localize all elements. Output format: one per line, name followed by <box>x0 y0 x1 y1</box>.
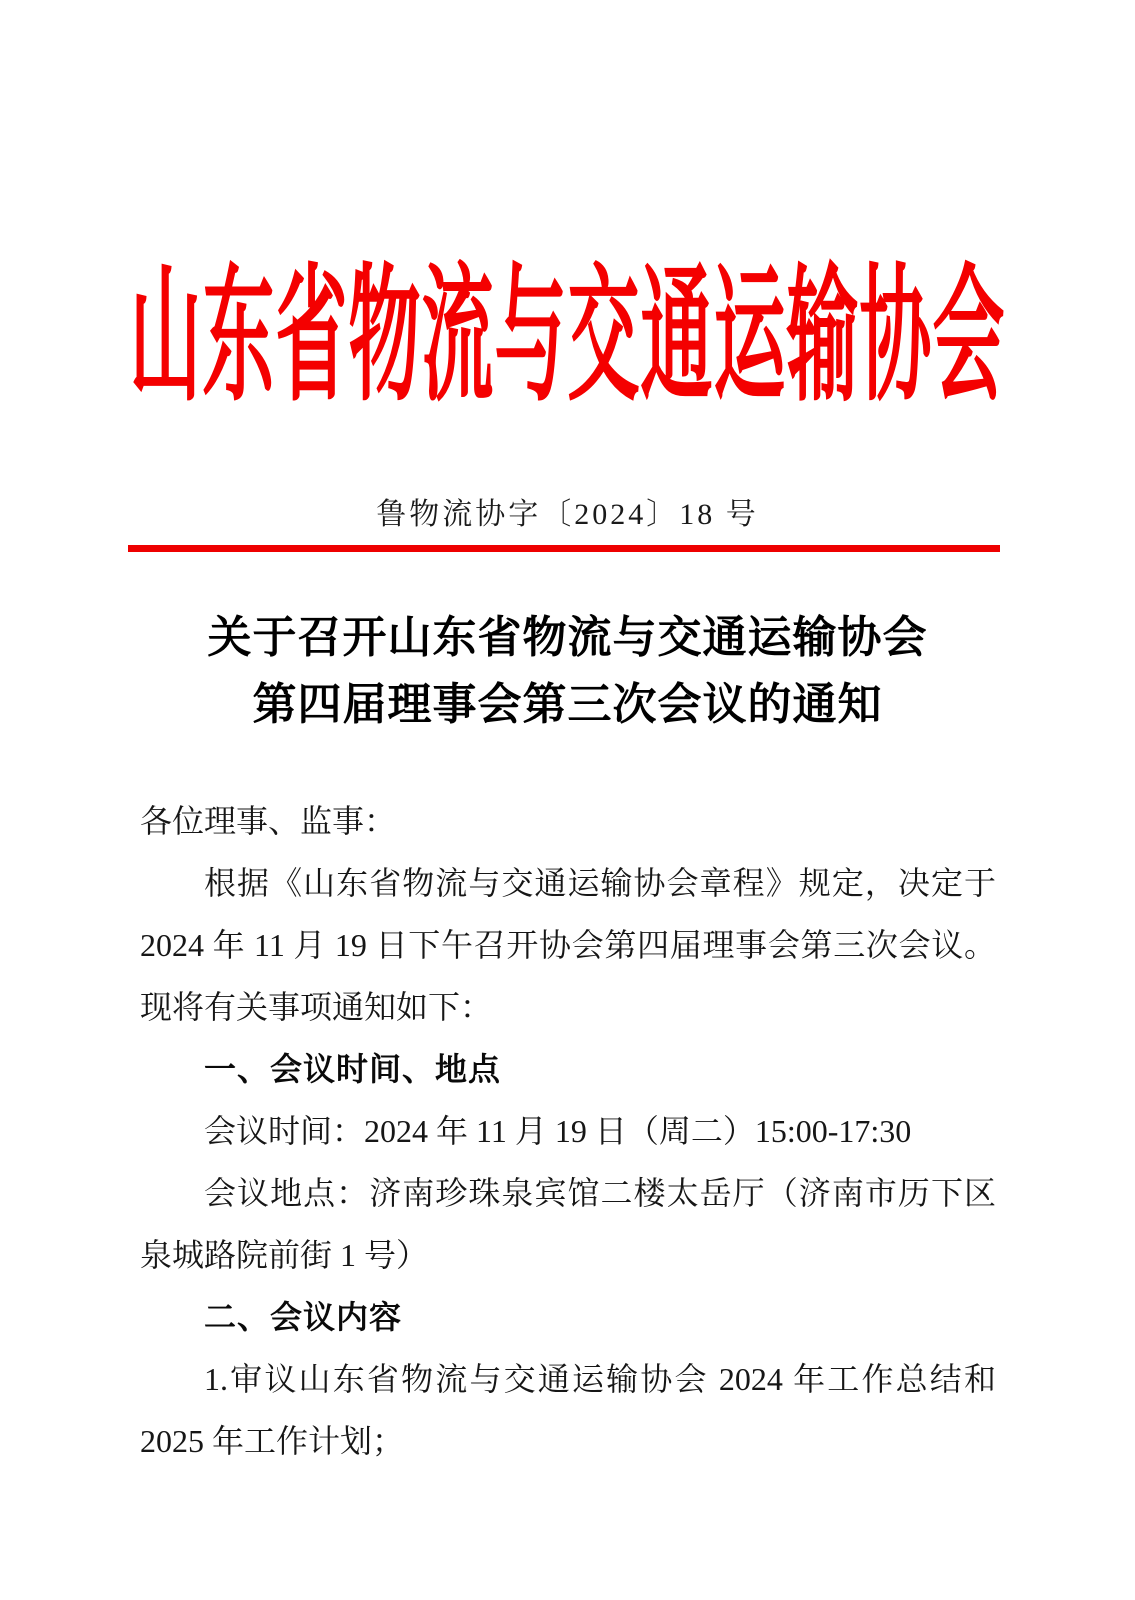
document-title-line1: 关于召开山东省物流与交通运输协会 <box>207 613 928 662</box>
intro-paragraph: 根据《山东省物流与交通运输协会章程》规定，决定于 2024 年 11 月 19 日下午召开协会第四届理事会第三次会议。现将有关事项通知如下： <box>140 865 996 1025</box>
document-body <box>140 790 996 1472</box>
red-separator-line <box>128 545 1000 552</box>
letterhead <box>0 240 1135 419</box>
agenda-item-1: 1.审议山东省物流与交通运输协会 2024 年工作总结和 2025 年工作计划； <box>140 1361 996 1459</box>
section-heading-1: 一、会议时间、地点 <box>204 1051 502 1087</box>
document-title <box>0 604 1135 738</box>
doc-number: 鲁物流协字〔2024〕18 号 <box>376 498 759 531</box>
salutation: 各位理事、监事： <box>140 803 397 839</box>
section-heading-2: 二、会议内容 <box>204 1299 403 1335</box>
document-title-line2: 第四届理事会第三次会议的通知 <box>252 680 883 729</box>
meeting-time-line: 会议时间：2024 年 11 月 19 日（周二）15:00-17:30 <box>204 1113 912 1149</box>
meeting-place-line: 会议地点：济南珍珠泉宾馆二楼太岳厅（济南市历下区泉城路院前街 1 号） <box>140 1175 996 1273</box>
letterhead-org-name: 山东省物流与交通运输协会 <box>129 254 1006 419</box>
